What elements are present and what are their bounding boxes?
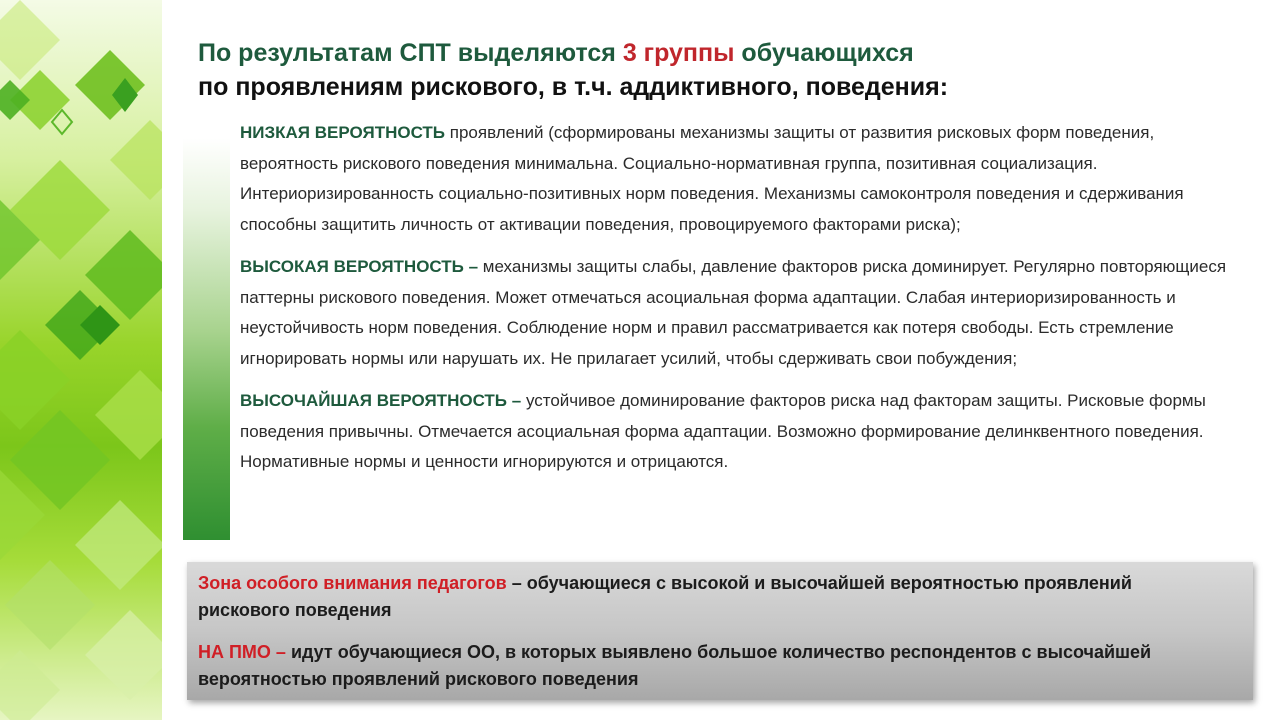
callout-pmo-label: НА ПМО – <box>198 642 286 662</box>
callout-zone-text: – обучающиеся с высокой и высочайшей вероятностью проявлений рискового поведения <box>198 573 1132 620</box>
callout-zone <box>198 570 1198 624</box>
group-highest-heading: ВЫСОЧАЙШАЯ ВЕРОЯТНОСТЬ – <box>240 391 522 410</box>
callout-text <box>198 570 1198 708</box>
title-highlight: 3 группы <box>622 39 735 67</box>
group-low-heading: НИЗКАЯ ВЕРОЯТНОСТЬ <box>240 123 446 142</box>
group-low <box>240 118 1240 240</box>
callout-pmo <box>198 639 1198 693</box>
title-line-2: по проявлениям рискового, в т.ч. аддиктивного, поведения: <box>198 73 949 101</box>
risk-groups-list <box>240 118 1240 490</box>
callout-zone-label: Зона особого внимания педагогов <box>198 573 507 593</box>
callout-pmo-text: идут обучающиеся ОО, в которых выявлено большое количество респондентов с высочайшей вероятностью проявлений рискового поведения <box>198 642 1152 689</box>
title-line-1-suffix: обучающихся <box>734 39 914 67</box>
group-high-text: механизмы защиты слабы, давление факторов риска доминирует. Регулярно повторяющиеся паттерны рискового поведения. Может отмечаться асоциальная форма адаптации. Слабая интериоризированность и неустойчивость норм поведения. Соблюдение норм и правил рассматривается как потеря свободы. Есть стремление игнорировать нормы или нарушать их. Не прилагает усилий, чтобы сдерживать свои побуждения; <box>240 257 1227 368</box>
group-low-text: проявлений (сформированы механизмы защиты от развития рисковых форм поведения, вероятность рискового поведения минимальна. Социально-нормативная группа, позитивная социализация. Интериоризированность социально-позитивных норм поведения. Механизмы самоконтроля поведения и сдерживания способны защитить личность от активации поведения, провоцируемого факторами риска); <box>240 123 1184 234</box>
group-highest-text: устойчивое доминирование факторов риска над факторам защиты. Рисковые формы поведения привычны. Отмечается асоциальная форма адаптации. Возможно формирование делинквентного поведения. Нормативные нормы и ценности игнорируются и отрицаются. <box>240 391 1206 471</box>
group-highest <box>240 386 1240 478</box>
decorative-diamond-pattern <box>0 0 162 720</box>
attention-callout-box <box>187 562 1253 700</box>
gradient-side-bar <box>183 138 230 540</box>
slide-title <box>198 36 1238 104</box>
group-high <box>240 252 1240 374</box>
title-line-1 <box>198 36 1238 70</box>
title-line-1-prefix: По результатам СПТ выделяются <box>198 39 623 67</box>
group-high-heading: ВЫСОКАЯ ВЕРОЯТНОСТЬ – <box>240 257 479 276</box>
